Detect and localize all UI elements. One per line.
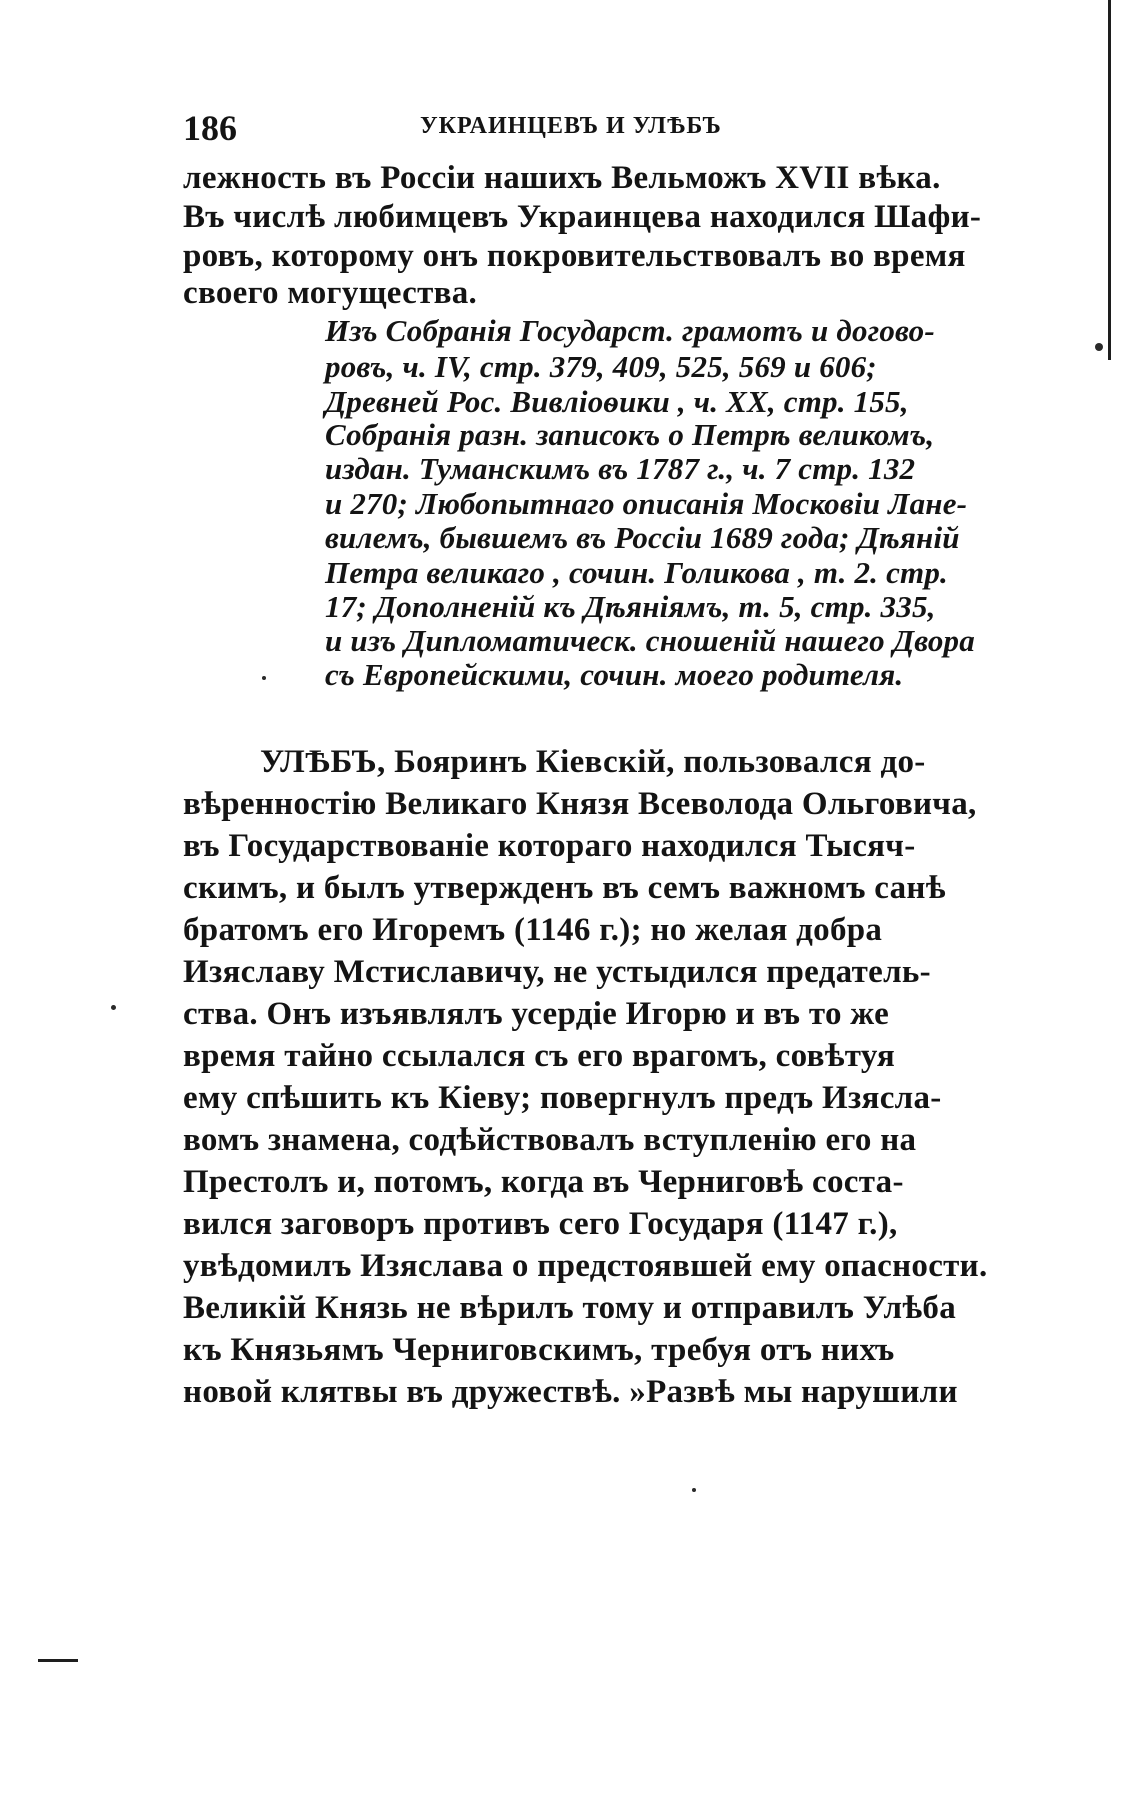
running-head: УКРАИНЦЕВЪ И УЛѢБЪ xyxy=(420,113,722,139)
body-line: ему спѣшить къ Кіеву; повергнулъ предъ Изясла- xyxy=(183,1080,942,1116)
body-line: скимъ, и былъ утвержденъ въ семъ важномъ санѣ xyxy=(183,870,946,906)
body-line: ства. Онъ изъявлялъ усердіе Игорю и въ то же xyxy=(183,996,890,1032)
scan-edge-line xyxy=(1108,0,1111,360)
note-line: ровъ, ч. IV, стр. 379, 409, 525, 569 и 606; xyxy=(325,349,877,384)
note-line: съ Европейскими, сочин. моего родителя. xyxy=(325,657,904,692)
scan-speck xyxy=(1095,343,1103,351)
page-number: 186 xyxy=(183,108,237,148)
body-line: въ Государствованіе котораго находился Тысяч- xyxy=(183,828,916,864)
body-line: время тайно ссылался съ его врагомъ, совѣтуя xyxy=(183,1038,896,1074)
note-line: Изъ Собранія Государст. грамотъ и догово- xyxy=(325,313,935,348)
body-line: братомъ его Игоремъ (1146 г.); но желая добра xyxy=(183,912,883,948)
entry-heading-line: УЛѢБЪ, Бояринъ Кіевскій, пользовался до- xyxy=(260,744,926,780)
body-line: Въ числѣ любимцевъ Украинцева находился Шафи- xyxy=(183,199,982,235)
note-line: Петра великаго , сочин. Голикова , т. 2. стр. xyxy=(325,555,949,590)
body-line: вомъ знамена, содѣйствовалъ вступленію его на xyxy=(183,1122,917,1158)
body-line: вѣренностію Великаго Князя Всеволода Ольговича, xyxy=(183,786,977,822)
scan-speck xyxy=(111,1005,116,1010)
body-line: къ Князьямъ Черниговскимъ, требуя отъ нихъ xyxy=(183,1332,895,1368)
note-line: и изъ Дипломатическ. сношеній нашего Двора xyxy=(325,623,975,658)
note-line: и 270; Любопытнаго описанія Московіи Ланe- xyxy=(325,486,968,521)
body-line: увѣдомилъ Изяслава о предстоявшей ему опасности. xyxy=(183,1248,988,1284)
scan-edge-line xyxy=(38,1659,78,1662)
body-line: вился заговоръ противъ сего Государя (1147 г.), xyxy=(183,1206,898,1242)
note-line: Собранія разн. записокъ о Петрѣ великомъ, xyxy=(325,417,935,452)
body-line: Великій Князь не вѣрилъ тому и отправилъ Улѣба xyxy=(183,1290,957,1326)
body-line: лежность въ Россіи нашихъ Вельможъ XVII вѣка. xyxy=(183,160,941,196)
note-line: Древней Рос. Вивліоѳики , ч. XX, стр. 155, xyxy=(325,384,909,419)
body-line: ровъ, которому онъ покровительствовалъ во время xyxy=(183,238,966,274)
note-line: 17; Дополненій къ Дѣяніямъ, т. 5, стр. 335, xyxy=(325,589,936,624)
body-line: новой клятвы въ дружествѣ. »Развѣ мы нарушили xyxy=(183,1374,958,1410)
body-line: Изяславу Мстиславичу, не устыдился предатель- xyxy=(183,954,931,990)
scan-speck xyxy=(262,676,266,680)
note-line: вилемъ, бывшемъ въ Россіи 1689 года; Дѣяній xyxy=(325,520,960,555)
body-line: Престолъ и, потомъ, когда въ Черниговѣ соста- xyxy=(183,1164,904,1200)
scan-speck xyxy=(692,1488,696,1492)
body-line: своего могущества. xyxy=(183,275,478,311)
note-line: издан. Туманскимъ въ 1787 г., ч. 7 стр. 132 xyxy=(325,451,916,486)
